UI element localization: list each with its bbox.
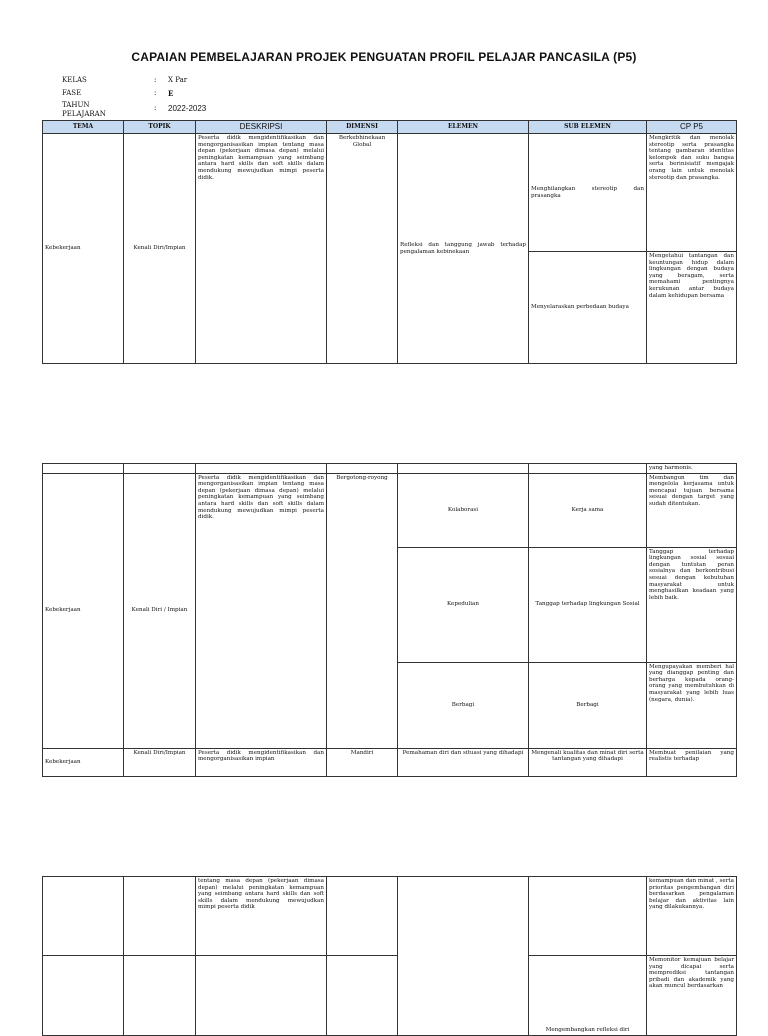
deskripsi-cell: Peserta didik mengidentifikasikan dan mengorganisasikan impian: [196, 748, 327, 776]
cp-cell: yang harmonis.: [647, 464, 737, 474]
table-row-continued: [43, 877, 737, 956]
page3-table: [42, 876, 737, 1036]
empty-cell: [398, 464, 529, 474]
meta-key: TAHUN PELAJARAN: [62, 101, 106, 118]
elemen-cell: Refleksi dan tanggung jawab terhadap pengalaman kebinekaan: [398, 134, 529, 364]
topik-cell: Kenali Diri/Impian: [124, 134, 196, 364]
tema-cell: Kebekerjaan: [43, 748, 124, 776]
document-title: CAPAIAN PEMBELAJARAN PROJEK PENGUATAN PROFIL PELAJAR PANCASILA (P5): [131, 50, 637, 64]
sub-elemen-cell: Tanggap terhadap lingkungan Sosial: [529, 547, 647, 662]
cp-cell: Membuat penilaian yang realistis terhadap: [647, 748, 737, 776]
meta-colon: :: [154, 104, 157, 112]
tema-cell: Kebekerjaan: [43, 473, 124, 748]
sub-elemen-cell: Menyelaraskan perbedaan budaya: [529, 252, 647, 364]
elemen-cell: Kepedulian: [398, 547, 529, 662]
meta-value: E: [168, 89, 174, 98]
dimensi-cell: Mandiri: [327, 748, 398, 776]
header-dimensi: DIMENSI: [327, 121, 398, 134]
empty-cell: [43, 464, 124, 474]
dimensi-cell: Berkebhinekaan Global: [327, 134, 398, 364]
topik-cell: Kenali Diri/Impian: [124, 748, 196, 776]
topik-cell: Kenali Diri / Impian: [124, 473, 196, 748]
elemen-cell: Berbagi: [398, 662, 529, 748]
meta-colon: :: [154, 76, 157, 84]
cp-cell: Tanggap terhadap lingkungan sosial sesuai dengan tuntutan peran sosialnya dan berkontribusi sesuai dengan kebutuhan masyarakat untuk menghasilkan keadaan yang lebih baik.: [647, 547, 737, 662]
deskripsi-cell: Peserta didik mengidentifikasikan dan mengorganisasikan impian tentang masa depan (pekerjaan dimasa depan) melalui peningkatan kemampuan yang seimbang antara hard skills dan soft skills dalam mendukung mewujudkan mimpi peserta didik.: [196, 473, 327, 748]
empty-cell: [124, 877, 196, 956]
sub-elemen-cell: Mengenali kualitas dan minat diri serta tantangan yang dihadapi: [529, 748, 647, 776]
deskripsi-cell: Peserta didik mengidentifikasikan dan mengorganisasikan impian tentang masa depan (pekerjaan dimasa depan) melalui peningkatan kemampuan yang seimbang antara hard skills dan soft skills dalam mendukung mewujudkan mimpi peserta didik.: [196, 134, 327, 364]
meta-value: X Par: [168, 76, 188, 84]
empty-cell: [529, 877, 647, 956]
elemen-cell: Kolaborasi: [398, 473, 529, 547]
table-row-continued: [43, 464, 737, 474]
table-row: [43, 748, 737, 776]
empty-cell: [398, 877, 529, 1036]
cp-cell: Mengupayakan memberi hal yang dianggap penting dan berharga kepada orang-orang yang membutuhkan di masyarakat yang lebih luas (negara, dunia).: [647, 662, 737, 748]
tema-cell: Kebekerjaan: [43, 134, 124, 364]
cp-cell: Mengkritik dan menolak stereotip serta prasangka tentang gambaran identitas kelompok dan suku bangsa serta berinisiatif mengajak orang lain untuk menolak stereotip dan prasangka.: [647, 134, 737, 252]
empty-cell: [327, 877, 398, 956]
sub-elemen-cell: Berbagi: [529, 662, 647, 748]
sub-elemen-cell: Menghilangkan stereotip dan prasangka: [529, 134, 647, 252]
page1-table: [42, 120, 737, 364]
meta-key: FASE: [62, 89, 82, 97]
table-row: [43, 134, 737, 252]
header-topik: TOPIK: [124, 121, 196, 134]
dimensi-cell: Bergotong-royong: [327, 473, 398, 748]
empty-cell: [327, 464, 398, 474]
meta-value: 2022-2023: [168, 104, 207, 113]
cp-cell: kemampuan dan minat , serta prioritas pengembangan diri berdasarkan pengalaman belajar dan aktivitas lain yang dilakukannya.: [647, 877, 737, 956]
cp-cell: Membangun tim dan mengelola kerjasama untuk mencapai tujuan bersama sesuai dengan target yang sudah ditentukan.: [647, 473, 737, 547]
deskripsi-cell: tentang masa depan (pekerjaan dimasa depan) melalui peningkatan kemampuan yang seimbang antara hard skills dan soft skills dalam mendukung mewujudkan mimpi peserta didik: [196, 877, 327, 956]
header-elemen: ELEMEN: [398, 121, 529, 134]
empty-cell: [196, 464, 327, 474]
header-cp-p5: CP P5: [647, 121, 737, 134]
header-tema: TEMA: [43, 121, 124, 134]
sub-elemen-cell: Kerja sama: [529, 473, 647, 547]
sub-elemen-cell: Mengembangkan refleksi diri: [529, 956, 647, 1036]
cp-cell: Mengetahui tantangan dan keuntungan hidup dalam lingkungan dengan budaya yang beragam, serta memahami pentingnya kerukunan antar budaya dalam kehidupan bersama: [647, 252, 737, 364]
elemen-cell: Pemahaman diri dan situasi yang dihadapi: [398, 748, 529, 776]
empty-cell: [43, 877, 124, 956]
empty-cell: [529, 464, 647, 474]
meta-key: KELAS: [62, 76, 87, 84]
table-header-row: [43, 121, 737, 134]
table-row: [43, 473, 737, 547]
header-sub-elemen: SUB ELEMEN: [529, 121, 647, 134]
header-deskripsi: DESKRIPSI: [196, 121, 327, 134]
page2-table: [42, 463, 737, 777]
cp-cell: Memonitor kemajuan belajar yang dicapai serta memprediksi tantangan pribadi dan akademik yang akan muncul berdasarkan: [647, 956, 737, 1036]
empty-cell: [124, 464, 196, 474]
meta-colon: :: [154, 89, 157, 97]
